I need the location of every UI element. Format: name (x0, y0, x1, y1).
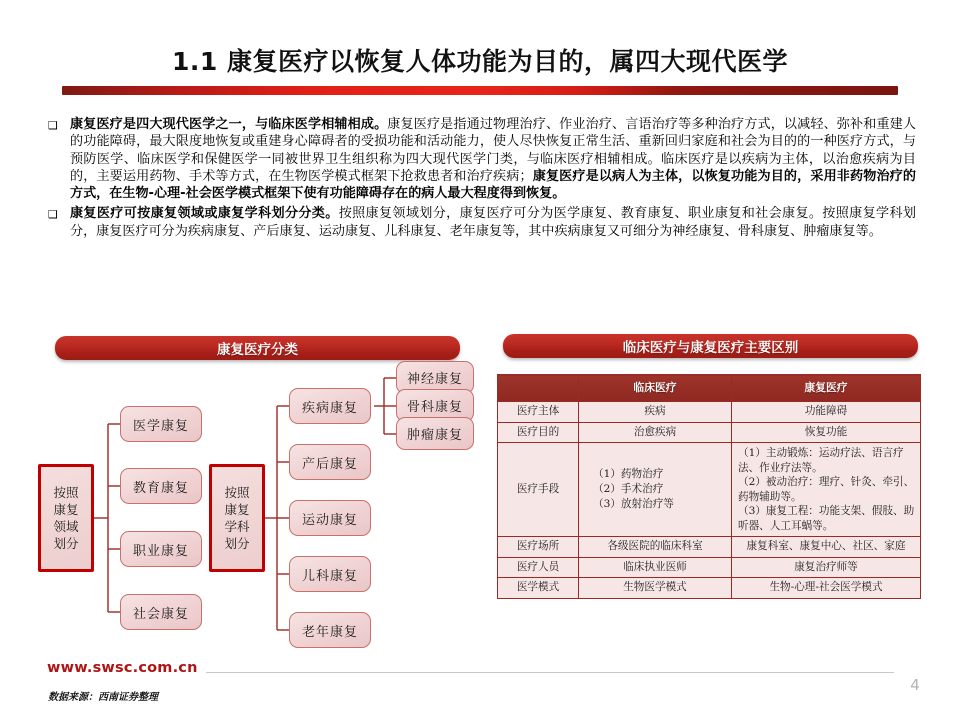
node-discipline-child[interactable]: 疾病康复 (289, 388, 371, 424)
page-title-wrap (0, 48, 960, 76)
bullet-item (48, 116, 916, 202)
node-field-child[interactable]: 职业康复 (120, 531, 202, 567)
table-row (498, 402, 921, 423)
bullet-text-run: 按照康复领域划分，康复医疗可分为医学康复、教育康复、职业康复和社会康复。按照康复学科划分，康复医疗可分为疾病康复、产后康复、运动康复、儿科康复、老年康复等，其中疾病康复又可细分为神经康复、骨科康复、肿瘤康复等。 (70, 206, 917, 239)
table-row (498, 443, 921, 537)
node-discipline-child[interactable]: 运动康复 (289, 500, 371, 536)
diagram-root-discipline (209, 464, 265, 572)
table-row (498, 537, 921, 558)
node-discipline-child[interactable]: 儿科康复 (289, 556, 371, 592)
root-discipline-line: 按照 (224, 485, 250, 500)
table-row-label: 医疗主体 (498, 402, 579, 423)
bullet-item (48, 205, 916, 240)
table-cell-clinical: 疾病 (579, 402, 732, 423)
root-discipline-line: 康复 (224, 502, 250, 517)
table-cell-rehab: 恢复功能 (732, 422, 921, 443)
table-row-label: 医疗场所 (498, 537, 579, 558)
bullet-marker-icon: ❑ (48, 208, 58, 222)
table-cell-clinical: 临床执业医师 (579, 557, 732, 578)
page-number: 4 (910, 676, 920, 694)
title-underline-bar (62, 86, 898, 95)
bullet-text-run: 康复医疗是指通过物理治疗、作业治疗、言语治疗等多种治疗方式，以减轻、弥补和重建人的功能障碍，最大限度地恢复或重建身心障碍者的受损功能和活动能力，使人尽快恢复正常生活、重新回归家庭和社会为目的的一种医疗方式，与预防医学、临床医学和保健医学一同被世界卫生组织称为四大现代医学门类，与临床医疗相辅相成。临床医疗是以疾病为主体，以治愈疾病为目的，主要运用药物、手术等方式，在生物医学模式框架下抢救患者和治疗疾病； (70, 117, 916, 184)
node-field-child[interactable]: 社会康复 (120, 594, 202, 630)
table-header-rehab: 康复医疗 (732, 375, 921, 402)
table-cell-clinical: 各级医院的临床科室 (579, 537, 732, 558)
table-cell-clinical: 生物医学模式 (579, 578, 732, 599)
bullet-text (70, 116, 916, 202)
root-field-line: 按照 (53, 485, 79, 500)
diagram-root-field (38, 464, 94, 572)
table-cell-clinical: 治愈疾病 (579, 422, 732, 443)
table-corner-cell (498, 375, 579, 402)
table-row (498, 578, 921, 599)
node-disease-child[interactable]: 肿瘤康复 (396, 417, 474, 450)
table-row-label: 医疗目的 (498, 422, 579, 443)
root-discipline-line: 划分 (224, 536, 250, 551)
node-field-child[interactable]: 教育康复 (120, 468, 202, 504)
page-title: 1.1 康复医疗以恢复人体功能为目的，属四大现代医学 (172, 47, 788, 76)
table-header-clinical: 临床医疗 (579, 375, 732, 402)
bullet-text-strong: 康复医疗可按康复领域或康复学科划分分类。 (70, 206, 339, 222)
diagram-banner: 康复医疗分类 (55, 336, 460, 360)
footer-url[interactable]: www.swsc.com.cn (47, 660, 206, 676)
footer-source-note: 数据来源：西南证券整理 (48, 692, 158, 703)
table-banner: 临床医疗与康复医疗主要区别 (503, 334, 918, 358)
root-discipline-line: 学科 (224, 519, 250, 534)
root-field-line: 领域 (53, 519, 79, 534)
bullet-text-strong: 康复医疗是以病人为主体，以恢复功能为目的，采用非药物治疗的方式，在生物-心理-社会医学模式框架下使有功能障碍存在的病人最大程度得到恢复。 (70, 168, 917, 202)
comparison-table (497, 374, 921, 599)
table-row-label: 医疗人员 (498, 557, 579, 578)
classification-diagram (30, 368, 490, 658)
bullet-marker-icon: ❑ (48, 119, 58, 132)
node-discipline-child[interactable]: 产后康复 (289, 444, 371, 480)
table-row-label: 医疗手段 (498, 443, 579, 537)
table-row (498, 422, 921, 443)
root-field-line: 划分 (53, 536, 79, 551)
bullet-text-strong: 康复医疗是四大现代医学之一，与临床医学相辅相成。 (70, 117, 388, 132)
table-cell-rehab: （1）主动锻炼：运动疗法、语言疗法、作业疗法等。 （2）被动治疗：理疗、针灸、牵引、药物辅助等。 （3）康复工程：功能支架、假肢、助听器、人工耳蜗等。 (732, 443, 921, 537)
bullet-text (70, 205, 916, 240)
node-discipline-child[interactable]: 老年康复 (289, 612, 371, 648)
table-row-label: 医学模式 (498, 578, 579, 599)
table-cell-clinical: （1）药物治疗 （2）手术治疗 （3）放射治疗等 (579, 443, 732, 537)
table-cell-rehab: 功能障碍 (732, 402, 921, 423)
table-header-row (498, 375, 921, 402)
node-disease-child[interactable]: 骨科康复 (396, 389, 474, 422)
table-cell-rehab: 生物-心理-社会医学模式 (732, 578, 921, 599)
root-field-line: 康复 (53, 502, 79, 517)
table-cell-rehab: 康复治疗师等 (732, 557, 921, 578)
node-field-child[interactable]: 医学康复 (120, 406, 202, 442)
node-disease-child[interactable]: 神经康复 (396, 361, 474, 394)
body-bullets (48, 116, 916, 243)
table-row (498, 557, 921, 578)
table-cell-rehab: 康复科室、康复中心、社区、家庭 (732, 537, 921, 558)
